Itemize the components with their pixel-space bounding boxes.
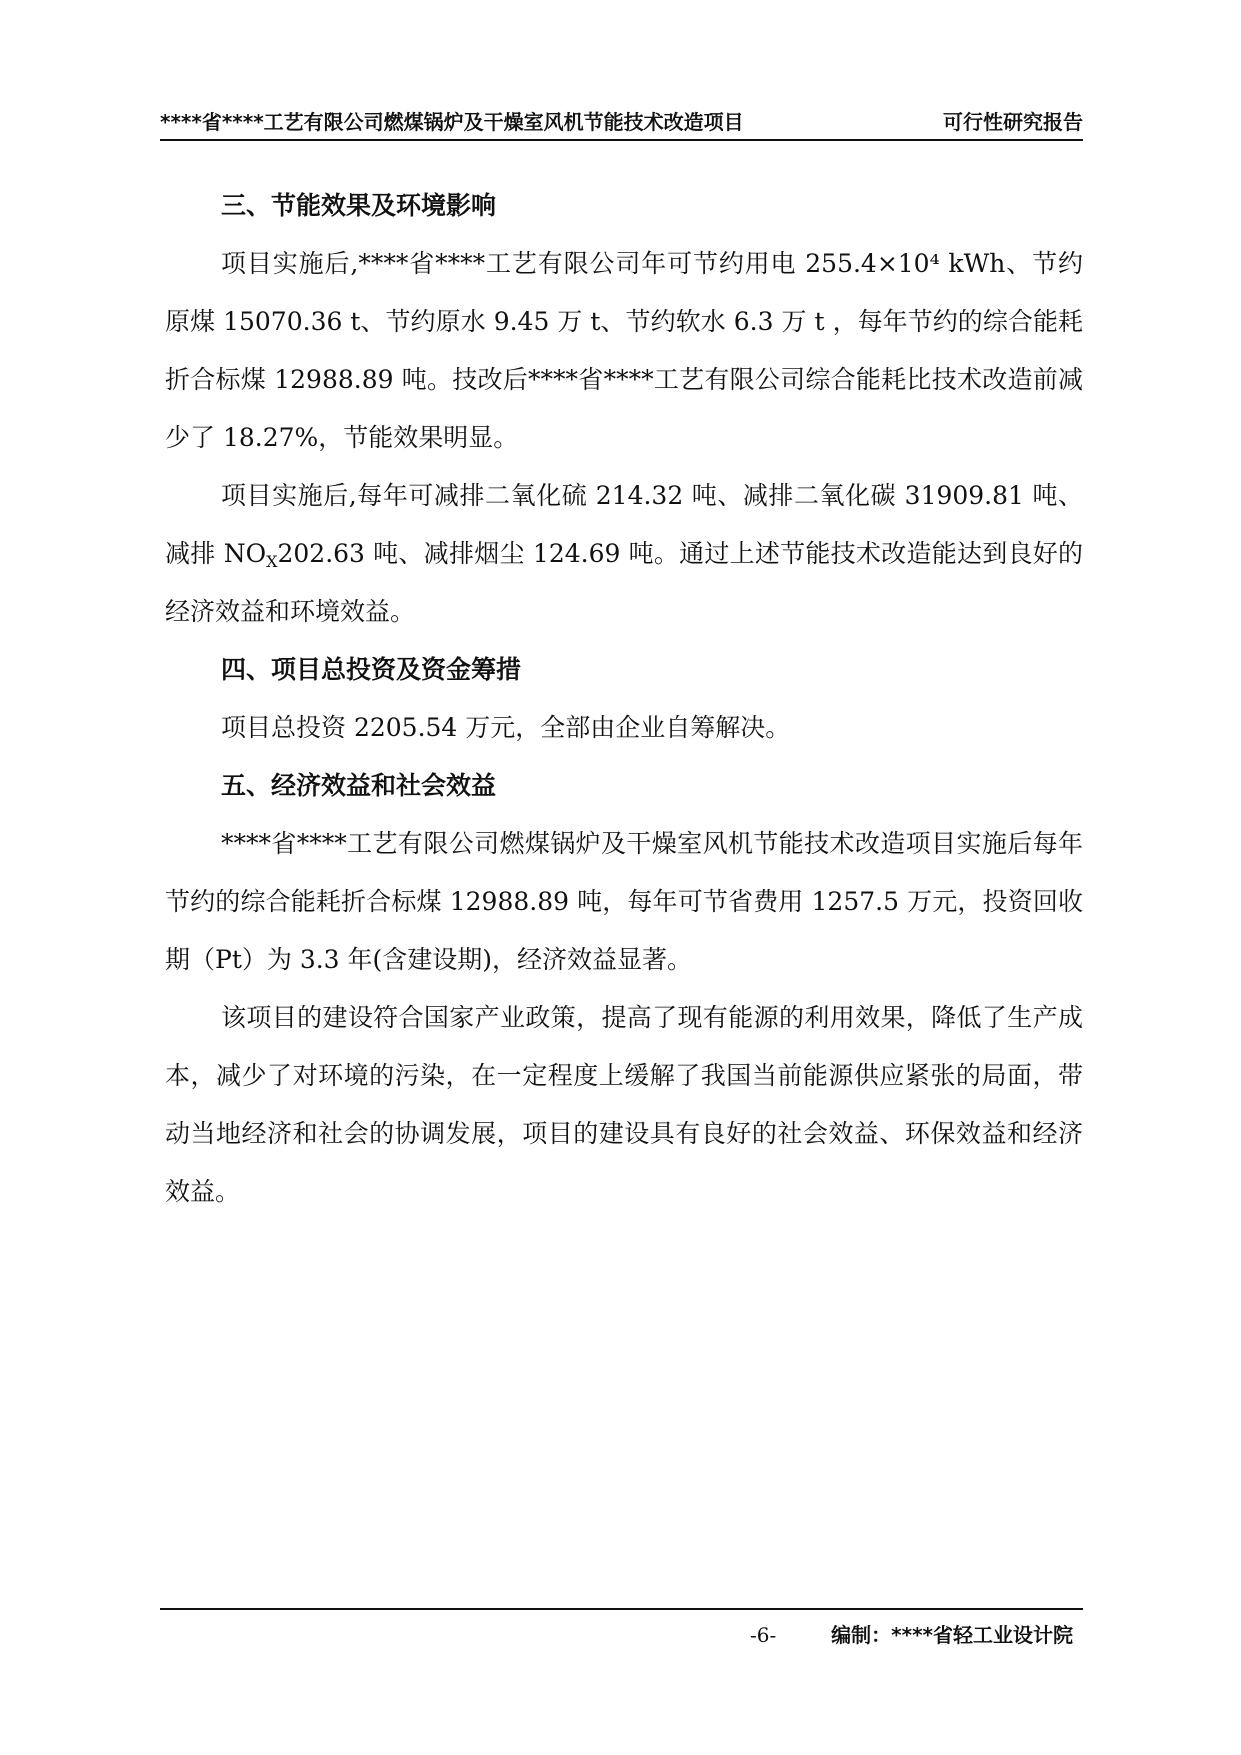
- paragraph-economic-benefit: ****省****工艺有限公司燃煤锅炉及干燥室风机节能技术改造项目实施后每年节约的综合能耗折合标煤 12988.89 吨，每年可节省费用 1257.5 万元，投资回收期（Pt）为 3.3 年(含建设期)，经济效益显著。: [165, 829, 1083, 974]
- footer-compiler: 编制：****省轻工业设计院: [831, 1623, 1073, 1647]
- page-header: [160, 108, 1083, 136]
- emission-text-before: 项目实施后,每年可减排二氧化硫 214.32 吨、减排二氧化碳 31909.81 吨、减排 NO: [165, 481, 1083, 568]
- page-number: -6-: [750, 1623, 777, 1647]
- footer-divider: [160, 1608, 1083, 1610]
- section-heading-benefits: 五、经济效益和社会效益: [221, 771, 497, 800]
- page-footer: [160, 1620, 1083, 1650]
- paragraph-energy-savings: 项目实施后,****省****工艺有限公司年可节约用电 255.4×10⁴ kWh、节约原煤 15070.36 t、节约原水 9.45 万 t、节约软水 6.3 万 t ，每年节约的综合能耗折合标煤 12988.89 吨。技改后****省****工艺有限公司综合能耗比技术改造前减少了 18.27%，节能效果明显。: [165, 249, 1083, 452]
- header-project-title: ****省****工艺有限公司燃煤锅炉及干燥室风机节能技术改造项目: [160, 110, 744, 134]
- header-divider: [160, 139, 1083, 141]
- section-heading-energy-environment: 三、节能效果及环境影响: [221, 191, 497, 220]
- nox-subscript: X: [266, 552, 278, 571]
- header-document-type: 可行性研究报告: [943, 110, 1083, 134]
- emission-text-after: 202.63 吨、减排烟尘 124.69 吨。通过上述节能技术改造能达到良好的经济效益和环境效益。: [165, 539, 1083, 626]
- section-heading-investment: 四、项目总投资及资金筹措: [221, 655, 522, 684]
- paragraph-investment: 项目总投资 2205.54 万元，全部由企业自筹解决。: [221, 713, 791, 742]
- page-body: [165, 177, 1083, 1221]
- paragraph-emission-reduction: [165, 467, 1083, 641]
- paragraph-social-benefit: 该项目的建设符合国家产业政策，提高了现有能源的利用效果，降低了生产成本，减少了对环境的污染，在一定程度上缓解了我国当前能源供应紧张的局面，带动当地经济和社会的协调发展，项目的建设具有良好的社会效益、环保效益和经济效益。: [165, 1003, 1083, 1206]
